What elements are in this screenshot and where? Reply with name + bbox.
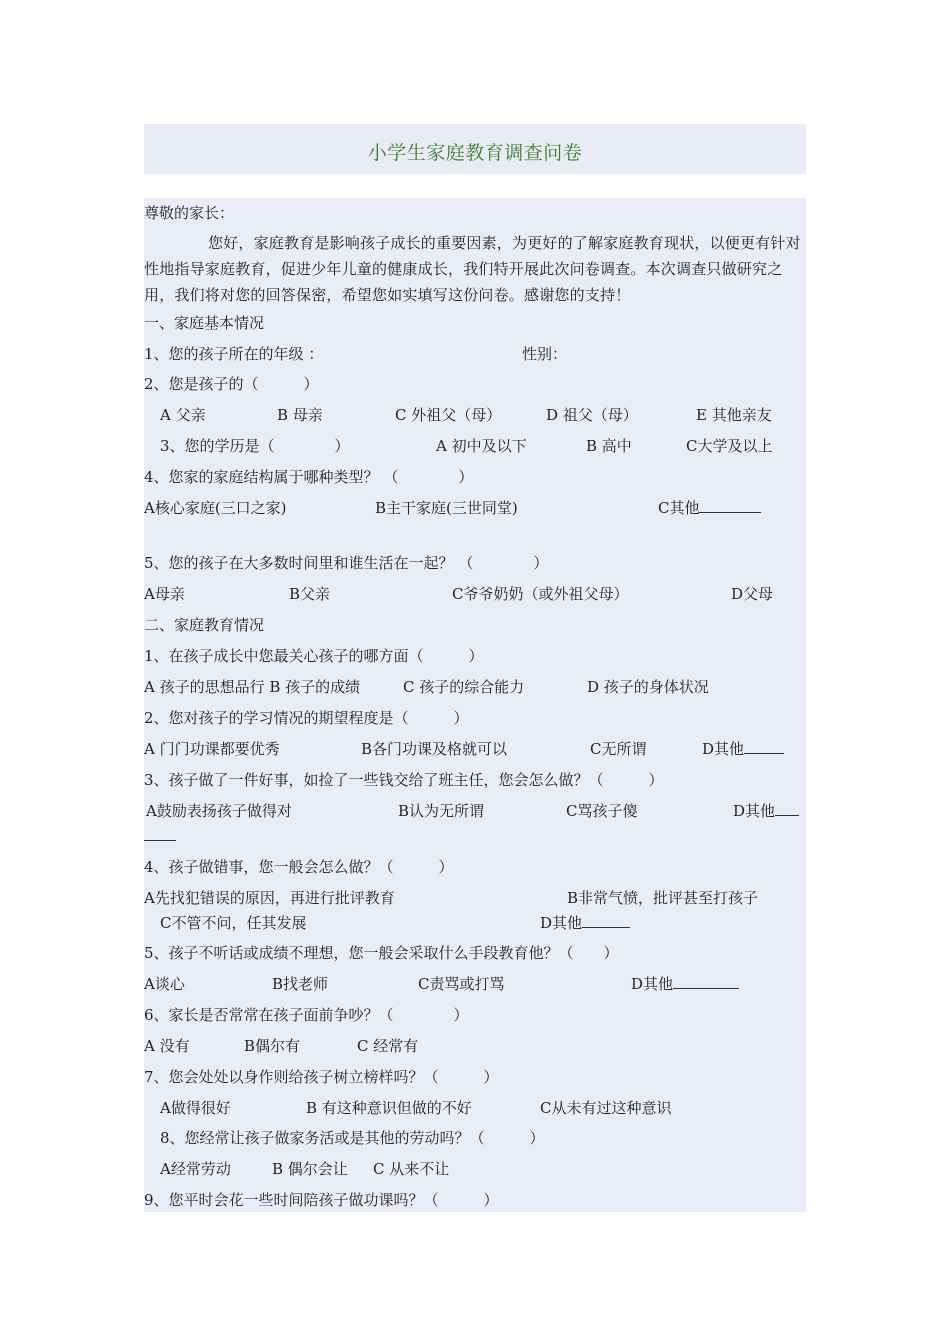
option-d[interactable]: D 孩子的身体状况 [587, 678, 709, 696]
option-b[interactable]: B偶尔有 [244, 1037, 301, 1055]
fill-blank[interactable] [582, 913, 630, 928]
option-b[interactable]: B 有这种意识但做的不好 [306, 1099, 472, 1117]
question-3-good-deed: 3、孩子做了一件好事，如捡了一些钱交给了班主任，您会怎么做？（ ） [144, 771, 664, 789]
option-a[interactable]: A谈心 [144, 975, 185, 993]
option-b[interactable]: B 母亲 [277, 406, 323, 424]
option-c[interactable]: C 从来不让 [373, 1160, 450, 1178]
option-d[interactable]: D父母 [731, 585, 774, 603]
fill-blank[interactable] [775, 801, 799, 816]
option-c[interactable]: C从未有过这种意识 [540, 1099, 672, 1117]
option-d[interactable] [631, 974, 739, 994]
fill-blank[interactable] [744, 739, 784, 754]
option-a[interactable]: A做得很好 [160, 1099, 231, 1117]
question-2-relation: 2、您是孩子的（ ） [144, 375, 319, 393]
option-b[interactable]: B父亲 [289, 585, 331, 603]
option-c[interactable]: C 经常有 [357, 1037, 419, 1055]
option-a-b[interactable]: A 孩子的思想品行 B 孩子的成绩 [144, 678, 361, 696]
option-a[interactable]: A 初中及以下 [436, 437, 527, 455]
option-d[interactable]: D 祖父（母） [546, 406, 638, 424]
question-2-expectation: 2、您对孩子的学习情况的期望程度是（ ） [144, 709, 469, 727]
option-c[interactable]: C责骂或打骂 [418, 975, 505, 993]
option-d[interactable] [702, 739, 784, 759]
intro-paragraph: 您好，家庭教育是影响孩子成长的重要因素，为更好的了解家庭教育现状，以便更有针对性地指导家庭教育，促进少年儿童的健康成长，我们特开展此次问卷调查。本次调查只做研究之用，我们将对您的回答保密，希望您如实填写这份问卷。感谢您的支持！ [144, 234, 801, 304]
option-c[interactable]: C 外祖父（母） [395, 406, 502, 424]
option-a[interactable]: A 门门功课都要优秀 [144, 740, 280, 758]
option-d-label: D其他 [733, 802, 776, 820]
option-c[interactable]: C爷爷奶奶（或外祖父母） [452, 585, 629, 603]
option-e[interactable]: E 其他亲友 [696, 406, 772, 424]
question-8-chores: 8、您经常让孩子做家务活或是其他的劳动吗？（ ） [160, 1129, 545, 1147]
question-6-argue: 6、家长是否常常在孩子面前争吵？（ ） [144, 1006, 469, 1024]
option-c[interactable]: C不管不问，任其发展 [160, 914, 307, 932]
option-a[interactable]: A母亲 [144, 585, 185, 603]
option-d[interactable] [733, 801, 799, 821]
option-d[interactable] [540, 913, 630, 933]
option-a[interactable]: A 没有 [144, 1037, 190, 1055]
option-c[interactable] [658, 498, 761, 518]
question-1-concern: 1、在孩子成长中您最关心孩子的哪方面（ ） [144, 647, 484, 665]
fill-blank-continued [144, 826, 176, 846]
option-b[interactable]: B找老师 [272, 975, 329, 993]
option-a[interactable]: A核心家庭(三口之家) [144, 499, 287, 517]
option-b[interactable]: B非常气愤，批评甚至打孩子 [567, 889, 759, 907]
question-1-grade: 1、您的孩子所在的年级 ： [144, 345, 324, 363]
option-d-label: D其他 [702, 740, 745, 758]
question-5-lives-with: 5、您的孩子在大多数时间里和谁生活在一起？ （ ） [144, 554, 549, 572]
option-b[interactable]: B认为无所谓 [398, 802, 485, 820]
fill-blank[interactable] [144, 826, 176, 841]
question-5-discipline: 5、孩子不听话或成绩不理想，您一般会采取什么手段教育他？（ ） [144, 944, 619, 962]
fill-blank[interactable] [699, 498, 761, 513]
option-d-label: D其他 [540, 914, 583, 932]
question-1-gender: 性别： [522, 345, 568, 363]
title-band [144, 124, 806, 174]
option-a[interactable]: A鼓励表扬孩子做得对 [146, 802, 292, 820]
question-4-mistake: 4、孩子做错事，您一般会怎么做？（ ） [144, 858, 454, 876]
question-3-education: 3、您的学历是（ ） [160, 437, 350, 455]
option-b[interactable]: B 高中 [586, 437, 632, 455]
option-a[interactable]: A 父亲 [160, 406, 206, 424]
question-9-homework: 9、您平时会花一些时间陪孩子做功课吗？（ ） [144, 1191, 499, 1209]
question-4-family-structure: 4、您家的家庭结构属于哪种类型？ （ ） [144, 468, 474, 486]
page-title: 小学生家庭教育调查问卷 [367, 142, 583, 164]
option-b[interactable]: B 偶尔会让 [272, 1160, 348, 1178]
option-c[interactable]: C大学及以上 [686, 437, 773, 455]
option-b[interactable]: B主干家庭(三世同堂) [375, 499, 518, 517]
option-c[interactable]: C无所谓 [590, 740, 647, 758]
fill-blank[interactable] [673, 974, 739, 989]
option-a[interactable]: A经常劳动 [160, 1160, 231, 1178]
option-b[interactable]: B各门功课及格就可以 [361, 740, 508, 758]
option-c[interactable]: C 孩子的综合能力 [403, 678, 525, 696]
salutation: 尊敬的家长： [144, 204, 235, 222]
option-a[interactable]: A先找犯错误的原因，再进行批评教育 [144, 889, 395, 907]
option-c-label: C其他 [658, 499, 700, 517]
option-d-label: D其他 [631, 975, 674, 993]
section-heading-education: 二、家庭教育情况 [144, 616, 265, 634]
question-7-role-model: 7、您会处处以身作则给孩子树立榜样吗？（ ） [144, 1068, 499, 1086]
section-heading-basic: 一、家庭基本情况 [144, 314, 265, 332]
option-c[interactable]: C骂孩子傻 [566, 802, 638, 820]
